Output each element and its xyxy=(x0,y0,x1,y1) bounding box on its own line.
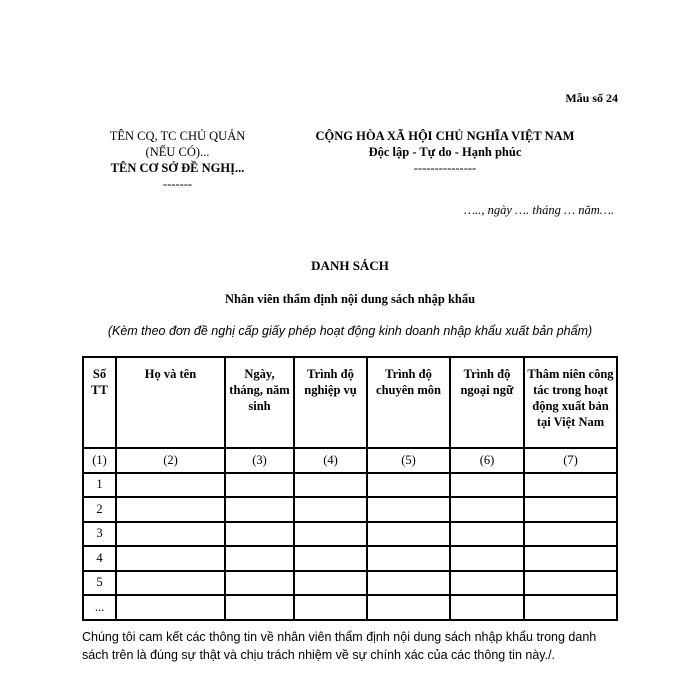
table-cell[interactable] xyxy=(225,473,294,498)
row-number: 1 xyxy=(83,473,116,498)
row-number: 4 xyxy=(83,546,116,571)
table-cell[interactable] xyxy=(450,595,524,620)
table-cell[interactable] xyxy=(524,595,617,620)
table-cell[interactable] xyxy=(450,571,524,596)
table-cell[interactable] xyxy=(524,571,617,596)
organization-header xyxy=(90,128,265,192)
column-number: (4) xyxy=(294,448,367,473)
table-cell[interactable] xyxy=(294,595,367,620)
table-cell[interactable] xyxy=(524,473,617,498)
table-cell[interactable] xyxy=(225,522,294,547)
header-cell: Số TT xyxy=(83,357,116,448)
table-row xyxy=(83,497,617,522)
table-cell[interactable] xyxy=(367,571,450,596)
commitment-statement: Chúng tôi cam kết các thông tin về nhân viên thẩm định nội dung sách nhập khẩu trong danh sách trên là đúng sự thật và chịu trách nhiệm về sự chính xác của các thông tin này./. xyxy=(82,630,597,662)
table-cell[interactable] xyxy=(116,522,225,547)
document-subtitle: Nhân viên thẩm định nội dung sách nhập khẩu xyxy=(224,292,476,306)
table-cell[interactable] xyxy=(116,546,225,571)
attachment-note: (Kèm theo đơn đề nghị cấp giấy phép hoạt động kinh doanh nhập khẩu xuất bản phẩm) xyxy=(107,324,593,338)
table-cell[interactable] xyxy=(116,595,225,620)
table-row xyxy=(83,522,617,547)
table-cell[interactable] xyxy=(116,497,225,522)
header-cell: Trình độ chuyên môn xyxy=(367,357,450,448)
document-title: DANH SÁCH xyxy=(311,258,389,273)
date-line: ….., ngày …. tháng … năm…. xyxy=(463,203,614,217)
header-cell: Trình độ nghiệp vụ xyxy=(294,357,367,448)
row-number: ... xyxy=(83,595,116,620)
column-number: (5) xyxy=(367,448,450,473)
header-cell: Ngày, tháng, năm sinh xyxy=(225,357,294,448)
table-cell[interactable] xyxy=(116,473,225,498)
table-cell[interactable] xyxy=(367,497,450,522)
staff-table xyxy=(82,356,618,621)
table-cell[interactable] xyxy=(450,522,524,547)
table-row xyxy=(83,473,617,498)
proposing-facility-label: TÊN CƠ SỞ ĐỀ NGHỊ... xyxy=(110,161,245,175)
table-cell[interactable] xyxy=(294,571,367,596)
right-divider: --------------- xyxy=(413,161,477,175)
column-number: (3) xyxy=(225,448,294,473)
form-number: Mẫu số 24 xyxy=(565,91,618,105)
table-cell[interactable] xyxy=(225,595,294,620)
column-number: (2) xyxy=(116,448,225,473)
country-name: CỘNG HÒA XÃ HỘI CHỦ NGHĨA VIỆT NAM xyxy=(315,129,575,143)
table-row xyxy=(83,595,617,620)
table-row xyxy=(83,546,617,571)
table-cell[interactable] xyxy=(524,546,617,571)
national-header xyxy=(290,128,600,176)
table-cell[interactable] xyxy=(367,546,450,571)
table-header-row xyxy=(83,357,617,448)
table-cell[interactable] xyxy=(294,546,367,571)
table-cell[interactable] xyxy=(367,473,450,498)
table-cell[interactable] xyxy=(367,595,450,620)
table-cell[interactable] xyxy=(450,497,524,522)
column-number: (6) xyxy=(450,448,524,473)
row-number: 5 xyxy=(83,571,116,596)
table-cell[interactable] xyxy=(225,497,294,522)
parent-agency-note: (NẾU CÓ)... xyxy=(145,145,210,159)
table-cell[interactable] xyxy=(116,571,225,596)
table-cell[interactable] xyxy=(225,571,294,596)
left-divider: ------- xyxy=(162,177,193,191)
column-number-row xyxy=(83,448,617,473)
table-cell[interactable] xyxy=(294,497,367,522)
table-cell[interactable] xyxy=(294,473,367,498)
table-cell[interactable] xyxy=(367,522,450,547)
column-number: (1) xyxy=(83,448,116,473)
table-cell[interactable] xyxy=(524,522,617,547)
row-number: 2 xyxy=(83,497,116,522)
column-number: (7) xyxy=(524,448,617,473)
table-cell[interactable] xyxy=(450,546,524,571)
header-cell: Trình độ ngoại ngữ xyxy=(450,357,524,448)
national-motto: Độc lập - Tự do - Hạnh phúc xyxy=(368,145,522,159)
parent-agency-label: TÊN CQ, TC CHỦ QUẢN xyxy=(109,129,246,143)
table-row xyxy=(83,571,617,596)
table-cell[interactable] xyxy=(225,546,294,571)
header-cell: Họ và tên xyxy=(116,357,225,448)
table-cell[interactable] xyxy=(294,522,367,547)
row-number: 3 xyxy=(83,522,116,547)
header-cell: Thâm niên công tác trong hoạt động xuất bản tại Việt Nam xyxy=(524,357,617,448)
table-cell[interactable] xyxy=(450,473,524,498)
table-cell[interactable] xyxy=(524,497,617,522)
